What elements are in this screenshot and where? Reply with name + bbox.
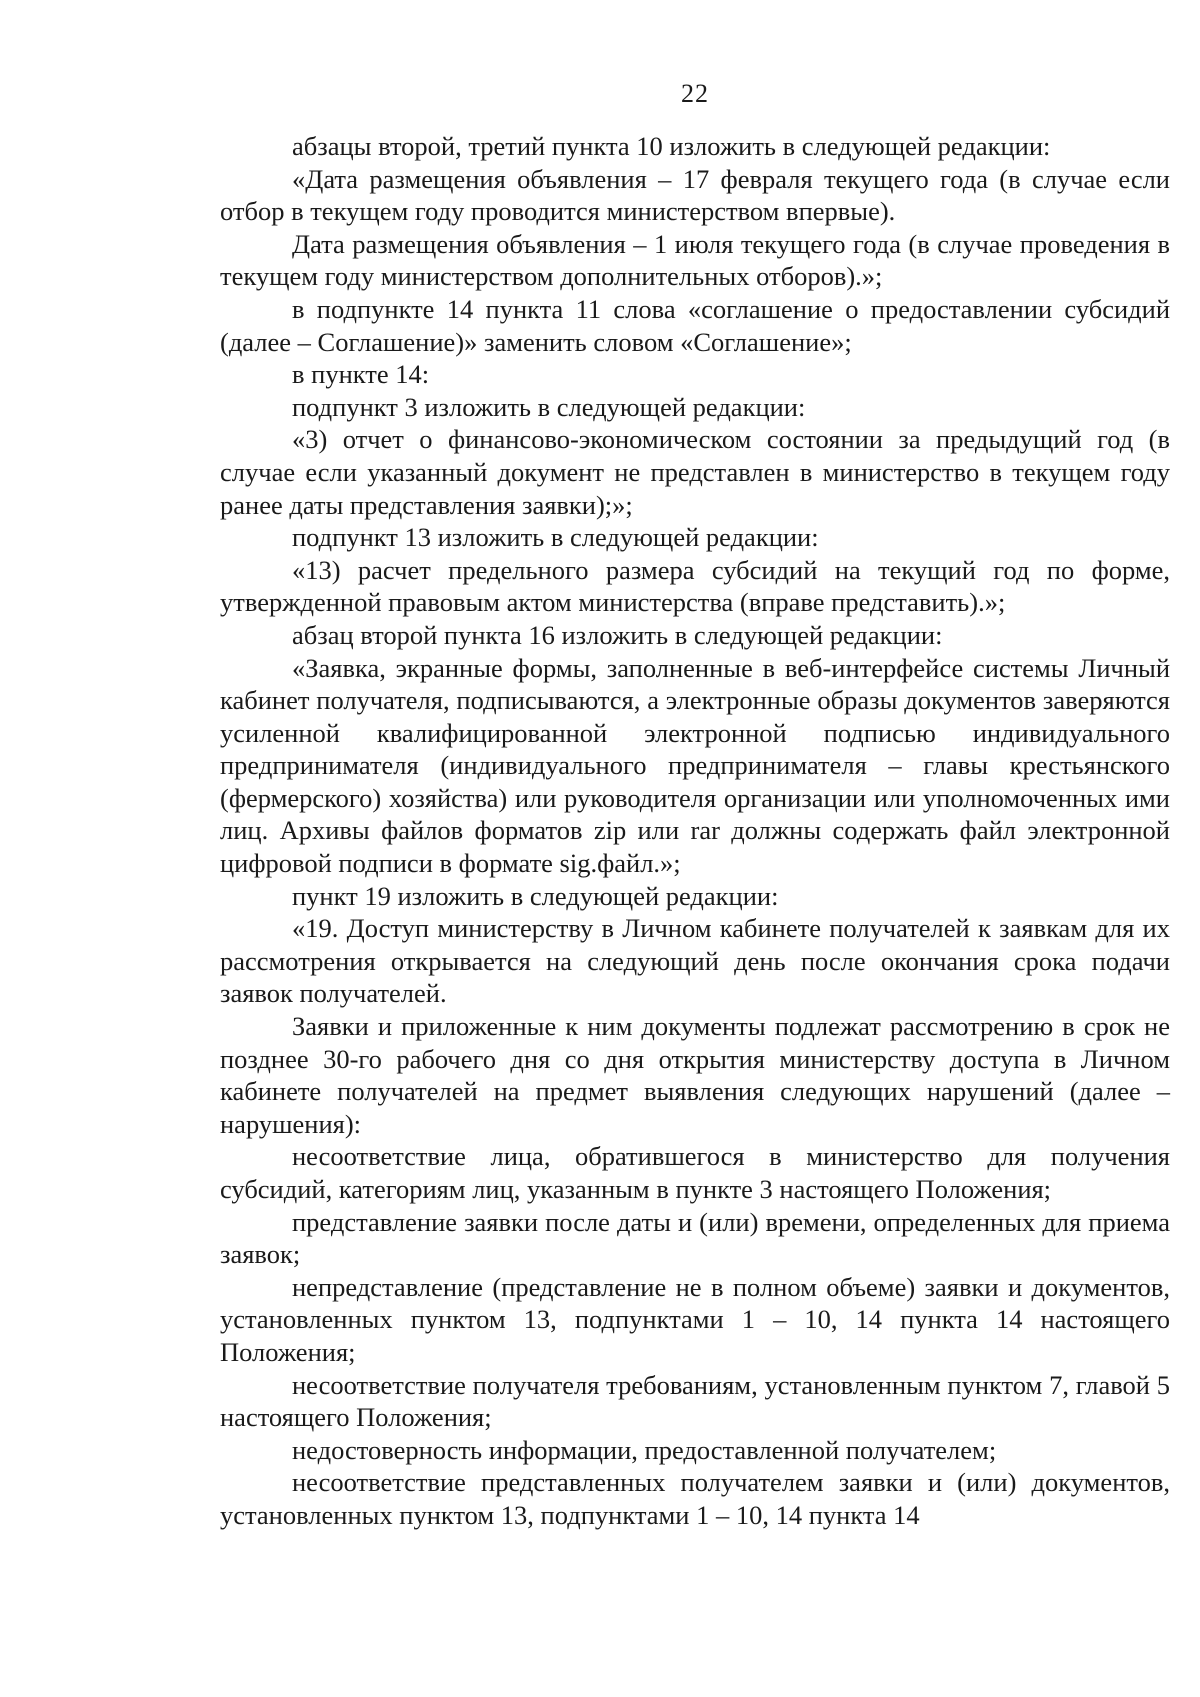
page-number: 22: [681, 79, 709, 108]
paragraph: несоответствие получателя требованиям, установленным пунктом 7, главой 5 настоящего Положения;: [220, 1369, 1170, 1433]
paragraph: недостоверность информации, предоставленной получателем;: [292, 1434, 997, 1465]
paragraph: несоответствие лица, обратившегося в министерство для получения субсидий, категориям лиц, указанным в пункте 3 настоящего Положения;: [220, 1141, 1170, 1204]
paragraph: абзац второй пункта 16 изложить в следующей редакции:: [292, 619, 943, 650]
paragraph: «Заявка, экранные формы, заполненные в веб-интерфейсе системы Личный кабинет получателя, подписываются, а электронные образы документов заверяются усиленной квалифицированной электронной подписью индивидуального предпринимателя (индивидуального предпринимателя – главы крестьянского (фермерского) хозяйства) или руководителя организации или уполномоченных ими лиц. Архивы файлов форматов zip или rar должны содержать файл электронной цифровой подписи в формате sig.файл.»;: [220, 652, 1170, 879]
document-body: [220, 130, 1170, 1532]
paragraph: абзацы второй, третий пункта 10 изложить в следующей редакции:: [292, 131, 1051, 161]
paragraph: подпункт 3 изложить в следующей редакции:: [292, 391, 806, 422]
paragraph: «Дата размещения объявления – 17 февраля текущего года (в случае если отбор в текущем году проводится министерством впервые).: [220, 163, 1170, 227]
paragraph: подпункт 13 изложить в следующей редакции:: [292, 522, 819, 553]
paragraph: Дата размещения объявления – 1 июля текущего года (в случае проведения в текущем году министерством дополнительных отборов).»;: [220, 228, 1170, 292]
paragraph: в подпункте 14 пункта 11 слова «соглашение о предоставлении субсидий (далее – Соглашение)» заменить словом «Соглашение»;: [220, 293, 1170, 357]
paragraph: пункт 19 изложить в следующей редакции:: [292, 880, 779, 911]
paragraph: несоответствие представленных получателем заявки и (или) документов, установленных пунктом 13, подпунктами 1 – 10, 14 пункта 14: [220, 1467, 1170, 1530]
paragraph: «13) расчет предельного размера субсидий на текущий год по форме, утвержденной правовым актом министерства (вправе представить).»;: [220, 554, 1170, 618]
paragraph: представление заявки после даты и (или) времени, определенных для приема заявок;: [220, 1206, 1170, 1270]
paragraph: Заявки и приложенные к ним документы подлежат рассмотрению в срок не позднее 30-го рабочего дня со дня открытия министерству доступа в Личном кабинете получателей на предмет выявления следующих нарушений (далее – нарушения):: [220, 1011, 1170, 1139]
paragraph: «3) отчет о финансово-экономическом состоянии за предыдущий год (в случае если указанный документ не представлен в министерство в текущем году ранее даты представления заявки);»;: [220, 424, 1170, 520]
document-page: [220, 0, 1170, 1697]
paragraph: в пункте 14:: [292, 359, 430, 390]
paragraph: непредставление (представление не в полном объеме) заявки и документов, установленных пунктом 13, подпунктами 1 – 10, 14 пункта 14 настоящего Положения;: [220, 1271, 1170, 1367]
paragraph: «19. Доступ министерству в Личном кабинете получателей к заявкам для их рассмотрения открывается на следующий день после окончания срока подачи заявок получателей.: [220, 913, 1170, 1009]
